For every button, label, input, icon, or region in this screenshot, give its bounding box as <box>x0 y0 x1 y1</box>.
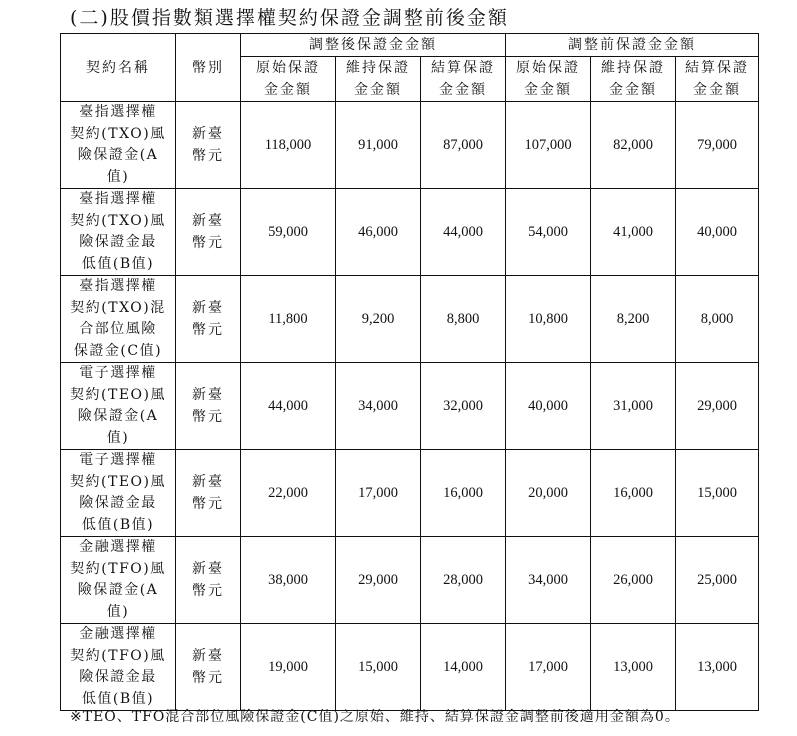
name-line: 臺指選擇權 <box>79 191 157 207</box>
before-initial-cell: 10,800 <box>506 276 591 363</box>
header-line: 原始保證 <box>516 60 580 76</box>
after-maintenance-cell: 9,200 <box>336 276 421 363</box>
name-line: 險保證金(A <box>77 408 159 424</box>
page-title: (二)股價指數類選擇權契約保證金調整前後金額 <box>70 7 509 29</box>
contract-name-cell <box>61 363 176 450</box>
before-clearing-cell: 15,000 <box>676 450 759 537</box>
header-group-before: 調整前保證金金額 <box>506 34 759 57</box>
table-row <box>61 276 759 363</box>
currency-line: 新臺 <box>192 300 224 316</box>
name-line: 險保證金最 <box>79 234 157 250</box>
table-row <box>61 624 759 711</box>
after-initial-cell: 44,000 <box>241 363 336 450</box>
header-contract-name: 契約名稱 <box>61 34 176 102</box>
currency-line: 幣元 <box>192 148 224 164</box>
currency-cell <box>176 276 241 363</box>
name-line: 契約(TFO)風 <box>70 647 166 664</box>
name-line: 電子選擇權 <box>79 365 157 381</box>
after-initial-cell: 11,800 <box>241 276 336 363</box>
header-line: 原始保證 <box>256 60 320 76</box>
after-maintenance-cell: 29,000 <box>336 537 421 624</box>
contract-name-cell <box>61 624 176 711</box>
header-line: 結算保證 <box>431 60 495 76</box>
header-line: 金金額 <box>609 82 657 98</box>
header-line: 金金額 <box>354 82 402 98</box>
name-line: 金融選擇權 <box>79 539 157 555</box>
after-clearing-cell: 87,000 <box>421 102 506 189</box>
after-clearing-cell: 16,000 <box>421 450 506 537</box>
before-initial-cell: 20,000 <box>506 450 591 537</box>
after-maintenance-cell: 46,000 <box>336 189 421 276</box>
name-line: 契約(TXO)混 <box>70 299 166 316</box>
name-line: 金融選擇權 <box>79 626 157 642</box>
currency-line: 幣元 <box>192 409 224 425</box>
name-line: 契約(TXO)風 <box>70 125 166 142</box>
currency-cell <box>176 537 241 624</box>
header-currency: 幣別 <box>176 34 241 102</box>
before-maintenance-cell: 16,000 <box>591 450 676 537</box>
before-maintenance-cell: 31,000 <box>591 363 676 450</box>
header-group-row <box>61 34 759 57</box>
before-clearing-cell: 29,000 <box>676 363 759 450</box>
currency-line: 新臺 <box>192 213 224 229</box>
contract-name-cell <box>61 189 176 276</box>
table-row <box>61 537 759 624</box>
after-clearing-cell: 32,000 <box>421 363 506 450</box>
margin-table <box>60 33 759 711</box>
table-row <box>61 189 759 276</box>
currency-line: 新臺 <box>192 648 224 664</box>
name-line: 契約(TFO)風 <box>70 560 166 577</box>
before-clearing-cell: 8,000 <box>676 276 759 363</box>
name-line: 險保證金最 <box>79 669 157 685</box>
currency-cell <box>176 102 241 189</box>
name-line: 低值(B值) <box>81 516 155 533</box>
currency-cell <box>176 450 241 537</box>
before-clearing-cell: 13,000 <box>676 624 759 711</box>
currency-cell <box>176 624 241 711</box>
name-line: 臺指選擇權 <box>79 104 157 120</box>
name-line: 臺指選擇權 <box>79 278 157 294</box>
name-line: 險保證金最 <box>79 495 157 511</box>
table-row <box>61 102 759 189</box>
before-maintenance-cell: 41,000 <box>591 189 676 276</box>
currency-line: 新臺 <box>192 126 224 142</box>
header-before-initial <box>506 57 591 102</box>
header-line: 金金額 <box>524 82 572 98</box>
currency-line: 新臺 <box>192 561 224 577</box>
after-clearing-cell: 8,800 <box>421 276 506 363</box>
before-maintenance-cell: 8,200 <box>591 276 676 363</box>
header-after-maintenance <box>336 57 421 102</box>
before-clearing-cell: 79,000 <box>676 102 759 189</box>
before-clearing-cell: 40,000 <box>676 189 759 276</box>
after-clearing-cell: 14,000 <box>421 624 506 711</box>
name-line: 值) <box>106 603 130 620</box>
contract-name-cell <box>61 276 176 363</box>
table-row <box>61 450 759 537</box>
table-row <box>61 363 759 450</box>
name-line: 契約(TEO)風 <box>70 386 166 403</box>
currency-line: 幣元 <box>192 496 224 512</box>
header-after-initial <box>241 57 336 102</box>
after-maintenance-cell: 34,000 <box>336 363 421 450</box>
after-maintenance-cell: 91,000 <box>336 102 421 189</box>
before-maintenance-cell: 26,000 <box>591 537 676 624</box>
header-before-clearing <box>676 57 759 102</box>
footnote: ※TEO、TFO混合部位風險保證金(C值)之原始、維持、結算保證金調整前後適用金額為0。 <box>70 709 680 725</box>
header-line: 金金額 <box>439 82 487 98</box>
currency-cell <box>176 189 241 276</box>
header-group-after: 調整後保證金金額 <box>241 34 506 57</box>
before-initial-cell: 54,000 <box>506 189 591 276</box>
before-initial-cell: 34,000 <box>506 537 591 624</box>
name-line: 險保證金(A <box>77 147 159 163</box>
header-line: 金金額 <box>693 82 741 98</box>
currency-line: 幣元 <box>192 583 224 599</box>
after-maintenance-cell: 15,000 <box>336 624 421 711</box>
header-line: 維持保證 <box>346 60 410 76</box>
currency-line: 新臺 <box>192 387 224 403</box>
after-initial-cell: 118,000 <box>241 102 336 189</box>
name-line: 低值(B值) <box>81 255 155 272</box>
after-clearing-cell: 28,000 <box>421 537 506 624</box>
name-line: 電子選擇權 <box>79 452 157 468</box>
after-maintenance-cell: 17,000 <box>336 450 421 537</box>
before-initial-cell: 40,000 <box>506 363 591 450</box>
before-maintenance-cell: 13,000 <box>591 624 676 711</box>
after-clearing-cell: 44,000 <box>421 189 506 276</box>
before-maintenance-cell: 82,000 <box>591 102 676 189</box>
header-line: 維持保證 <box>601 60 665 76</box>
name-line: 合部位風險 <box>79 321 157 337</box>
header-before-maintenance <box>591 57 676 102</box>
currency-line: 幣元 <box>192 670 224 686</box>
after-initial-cell: 38,000 <box>241 537 336 624</box>
after-initial-cell: 19,000 <box>241 624 336 711</box>
name-line: 契約(TXO)風 <box>70 212 166 229</box>
contract-name-cell <box>61 537 176 624</box>
name-line: 契約(TEO)風 <box>70 473 166 490</box>
name-line: 險保證金(A <box>77 582 159 598</box>
header-line: 金金額 <box>264 82 312 98</box>
name-line: 值) <box>106 429 130 446</box>
name-line: 低值(B值) <box>81 690 155 707</box>
name-line: 保證金(C值) <box>73 342 163 359</box>
name-line: 值) <box>106 168 130 185</box>
after-initial-cell: 22,000 <box>241 450 336 537</box>
contract-name-cell <box>61 450 176 537</box>
before-initial-cell: 107,000 <box>506 102 591 189</box>
header-line: 結算保證 <box>685 60 749 76</box>
before-initial-cell: 17,000 <box>506 624 591 711</box>
after-initial-cell: 59,000 <box>241 189 336 276</box>
currency-line: 幣元 <box>192 322 224 338</box>
header-after-clearing <box>421 57 506 102</box>
currency-cell <box>176 363 241 450</box>
currency-line: 幣元 <box>192 235 224 251</box>
currency-line: 新臺 <box>192 474 224 490</box>
before-clearing-cell: 25,000 <box>676 537 759 624</box>
contract-name-cell <box>61 102 176 189</box>
